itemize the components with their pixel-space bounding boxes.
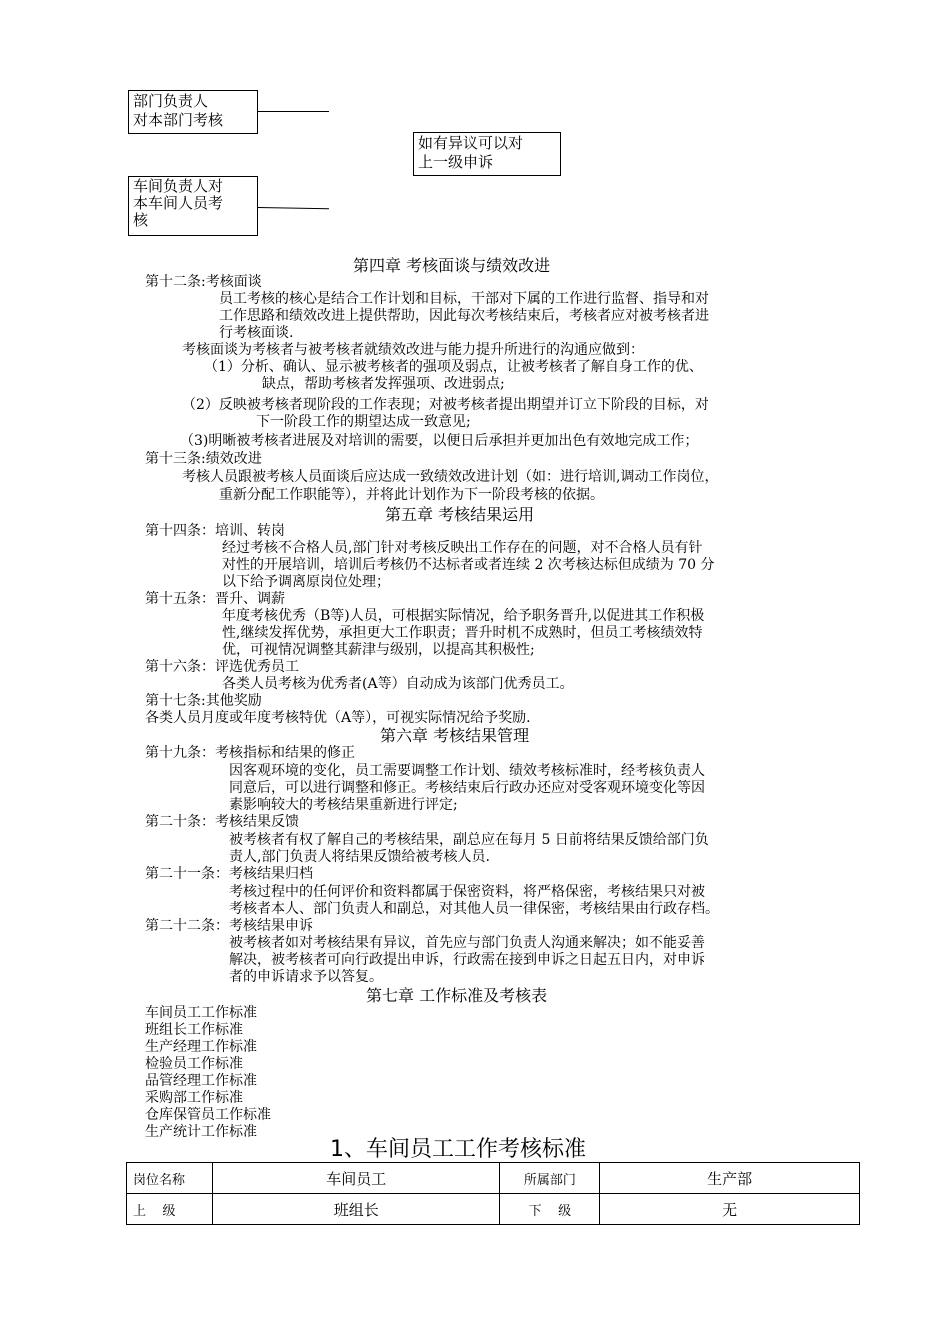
paragraph-line: 性,继续发挥优势，承担更大工作职责；晋升时机不成熟时，但员工考核绩效特 — [222, 625, 703, 641]
workshop-head-box: 车间负责人对 本车间人员考 核 — [128, 176, 258, 236]
table-row — [127, 1194, 860, 1225]
paragraph-line: 重新分配工作职能等），并将此计划作为下一阶段考核的依据。 — [219, 487, 604, 503]
value-cell: 班组长 — [212, 1194, 500, 1225]
paragraph-line: 同意后，可以进行调整和修正。考核结束后行政办还应对受客观环境变化等因 — [229, 780, 705, 796]
value-cell: 无 — [600, 1194, 860, 1225]
label-cell: 所属部门 — [500, 1163, 600, 1194]
article-19-heading: 第十九条：考核指标和结果的修正 — [145, 745, 355, 761]
label-cell: 下 级 — [500, 1194, 600, 1225]
chapter-7-heading: 第七章 工作标准及考核表 — [366, 986, 548, 1005]
chapter-6-heading: 第六章 考核结果管理 — [380, 726, 530, 745]
article-12-heading: 第十二条:考核面谈 — [145, 274, 262, 290]
article-17-heading: 第十七条:其他奖励 — [145, 693, 262, 709]
paragraph-line: 考核人员跟被考核人员面谈后应达成一致绩效改进计划（如：进行培训,调动工作岗位， — [182, 469, 719, 485]
paragraph-line: 对性的开展培训，培训后考核仍不达标者或者连续 2 次考核达标但成绩为 70 分 — [222, 557, 715, 573]
paragraph-line: 员工考核的核心是结合工作计划和目标，干部对下属的工作进行监督、指导和对 — [219, 291, 709, 307]
article-14-heading: 第十四条：培训、转岗 — [145, 523, 285, 539]
paragraph-line: 素影响较大的考核结果重新进行评定; — [229, 797, 458, 813]
paragraph-line: 责人,部门负责人将结果反馈给被考核人员. — [229, 849, 490, 865]
dept-head-box: 部门负责人 对本部门考核 — [128, 90, 258, 134]
paragraph-line: 各类人员月度或年度考核特优（A等），可视实际情况给予奖励. — [145, 710, 531, 726]
chapter-4-heading: 第四章 考核面谈与绩效改进 — [353, 256, 551, 275]
paragraph-line: 者的申诉请求予以答复。 — [229, 969, 383, 985]
paragraph-line: 被考核者有权了解自己的考核结果，副总应在每月 5 日前将结果反馈给部门负 — [229, 832, 709, 848]
paragraph-line: 考核者本人、部门负责人和副总，对其他人员一律保密，考核结果由行政存档。 — [229, 901, 719, 917]
paragraph-line: 各类人员考核为优秀者(A等）自动成为该部门优秀员工。 — [222, 676, 574, 692]
paragraph-line: 年度考核优秀（B等)人员，可根据实际情况，给予职务晋升,以促进其工作积极 — [222, 608, 705, 624]
list-item-cont: 下一阶段工作的期望达成一致意见; — [256, 414, 471, 430]
standard-list-item: 检验员工作标准 — [145, 1056, 243, 1072]
value-cell: 车间员工 — [212, 1163, 500, 1194]
paragraph-line: 考核面谈为考核者与被考核者就绩效改进与能力提升所进行的沟通应做到： — [182, 342, 644, 358]
table-row — [127, 1163, 860, 1194]
list-item-cont: 缺点，帮助考核者发挥强项、改进弱点; — [262, 376, 505, 392]
paragraph-line: 因客观环境的变化，员工需要调整工作计划、绩效考核标准时，经考核负责人 — [229, 763, 705, 779]
paragraph-line: 经过考核不合格人员,部门针对考核反映出工作存在的问题，对不合格人员有针 — [222, 540, 703, 556]
connector-line-top — [258, 111, 329, 112]
paragraph-line: 以下给予调离原岗位处理； — [222, 574, 390, 590]
list-item: （1）分析、确认、显示被考核者的强项及弱点，让被考核者了解自身工作的优、 — [204, 359, 703, 375]
chapter-5-heading: 第五章 考核结果运用 — [385, 505, 535, 524]
standard-list-item: 班组长工作标准 — [145, 1022, 243, 1038]
table-title: 1、车间员工工作考核标准 — [330, 1137, 586, 1162]
standard-list-item: 仓库保管员工作标准 — [145, 1107, 271, 1123]
article-15-heading: 第十五条：晋升、调薪 — [145, 591, 285, 607]
standard-list-item: 采购部工作标准 — [145, 1090, 243, 1106]
article-16-heading: 第十六条：评选优秀员工 — [145, 659, 299, 675]
paragraph-line: 行考核面谈. — [219, 325, 294, 341]
list-item: （2）反映被考核者现阶段的工作表现；对被考核者提出期望并订立下阶段的目标，对 — [182, 397, 709, 413]
paragraph-line: 工作思路和绩效改进上提供帮助，因此每次考核结束后，考核者应对被考核者进 — [219, 308, 709, 324]
article-21-heading: 第二十一条：考核结果归档 — [145, 866, 313, 882]
paragraph-line: 被考核者如对考核结果有异议，首先应与部门负责人沟通来解决；如不能妥善 — [229, 935, 705, 951]
position-info-table — [126, 1162, 860, 1225]
paragraph-line: 解决，被考核者可向行政提出申诉，行政需在接到申诉之日起五日内，对申诉 — [229, 952, 705, 968]
paragraph-line: 考核过程中的任何评价和资料都属于保密资料，将严格保密，考核结果只对被 — [229, 884, 705, 900]
article-22-heading: 第二十二条：考核结果申诉 — [145, 918, 313, 934]
appeal-box: 如有异议可以对 上一级申诉 — [413, 132, 561, 176]
article-20-heading: 第二十条：考核结果反馈 — [145, 814, 299, 830]
connector-line-bottom — [258, 207, 329, 209]
standard-list-item: 生产经理工作标准 — [145, 1039, 257, 1055]
standard-list-item: 品管经理工作标准 — [145, 1073, 257, 1089]
article-13-heading: 第十三条:绩效改进 — [145, 451, 262, 467]
list-item: （3)明晰被考核者进展及对培训的需要，以便日后承担并更加出色有效地完成工作； — [180, 433, 699, 449]
standard-list-item: 车间员工工作标准 — [145, 1005, 257, 1021]
label-cell: 上 级 — [127, 1194, 213, 1225]
standard-list-item: 生产统计工作标准 — [145, 1124, 257, 1140]
paragraph-line: 优，可视情况调整其薪津与级别，以提高其积极性; — [222, 642, 535, 658]
label-cell: 岗位名称 — [127, 1163, 213, 1194]
value-cell: 生产部 — [600, 1163, 860, 1194]
